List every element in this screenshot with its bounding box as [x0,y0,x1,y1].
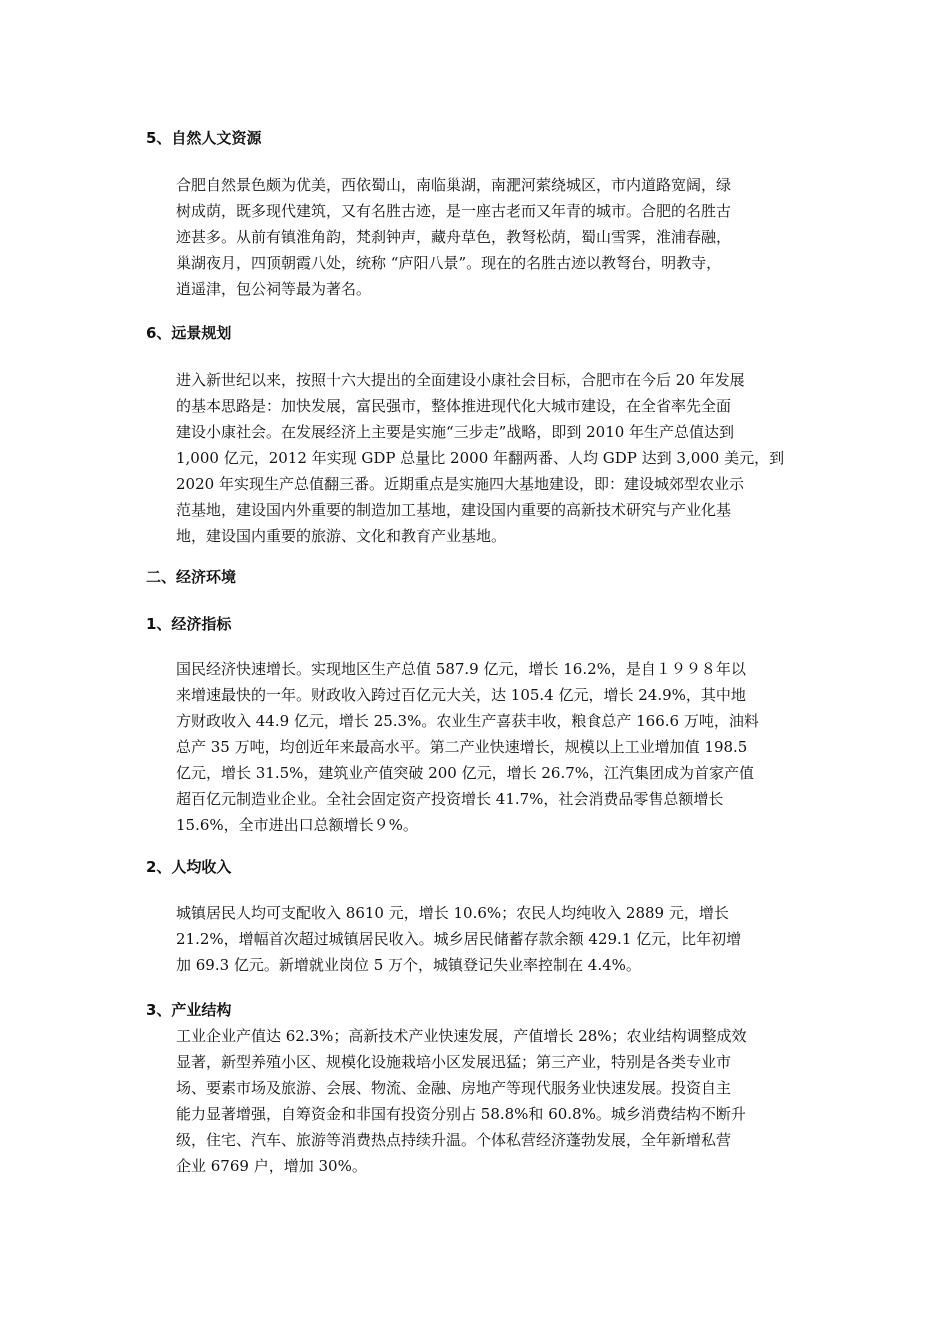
paragraph-line: 21.2%，增幅首次超过城镇居民收入。城乡居民储蓄存款余额 429.1 亿元，比年初增 [176,930,742,948]
paragraph-long-term-plan [176,367,806,549]
paragraph-line: 15.6%，全市进出口总额增长９%。 [176,816,418,834]
paragraph-natural-resources [176,172,806,302]
paragraph-line: 级，住宅、汽车、旅游等消费热点持续升温。个体私营经济蓬勃发展，全年新增私营 [176,1131,732,1149]
paragraph-line: 1,000 亿元，2012 年实现 GDP 总量比 2000 年翻两番、人均 GDP 达到 3,000 美元，到 [176,449,785,467]
paragraph-line: 显著，新型养殖小区、规模化设施栽培小区发展迅猛；第三产业，特别是各类专业市 [176,1053,732,1071]
paragraph-line: 国民经济快速增长。实现地区生产总值 587.9 亿元，增长 16.2%，是自１９９８年以 [176,660,746,678]
section-heading-long-term-plan: 6、远景规划 [146,324,232,342]
paragraph-line: 的基本思路是：加快发展，富民强市，整体推进现代化大城市建设，在全省率先全面 [176,397,732,415]
paragraph-line: 合肥自然景色颇为优美，西依蜀山，南临巢湖，南淝河萦绕城区，市内道路宽阔，绿 [176,176,732,194]
paragraph-line: 城镇居民人均可支配收入 8610 元，增长 10.6%；农民人均纯收入 2889 元，增长 [176,904,729,922]
paragraph-line: 场、要素市场及旅游、会展、物流、金融、房地产等现代服务业快速发展。投资自主 [176,1079,732,1097]
section-heading-industrial-structure: 3、产业结构 [146,1001,232,1019]
paragraph-line: 树成荫，既多现代建筑，又有名胜古迹，是一座古老而又年青的城市。合肥的名胜古 [176,202,732,220]
paragraph-line: 总产 35 万吨，均创近年来最高水平。第二产业快速增长，规模以上工业增加值 198.5 [176,738,748,756]
paragraph-line: 2020 年实现生产总值翻三番。近期重点是实施四大基地建设，即：建设城郊型农业示 [176,475,744,493]
paragraph-line: 工业企业产值达 62.3%；高新技术产业快速发展，产值增长 28%；农业结构调整成效 [176,1027,747,1045]
paragraph-line: 能力显著增强，自筹资金和非国有投资分别占 58.8%和 60.8%。城乡消费结构不断升 [176,1105,746,1123]
paragraph-line: 企业 6769 户，增加 30%。 [176,1157,367,1175]
section-heading-per-capita-income: 2、人均收入 [146,858,232,876]
paragraph-economic-indicators [176,656,806,838]
paragraph-line: 加 69.3 亿元。新增就业岗位 5 万个，城镇登记失业率控制在 4.4%。 [176,956,641,974]
paragraph-line: 逍遥津，包公祠等最为著名。 [176,280,372,298]
paragraph-line: 来增速最快的一年。财政收入跨过百亿元大关，达 105.4 亿元，增长 24.9%，其中地 [176,686,746,704]
paragraph-line: 迹甚多。从前有镇淮角韵，梵刹钟声，藏舟草色，教弩松荫，蜀山雪霁，淮浦春融， [176,228,732,246]
paragraph-line: 巢湖夜月，四顶朝霞八处，统称 “庐阳八景”。现在的名胜古迹以教弩台，明教寺， [176,254,722,272]
paragraph-line: 超百亿元制造业企业。全社会固定资产投资增长 41.7%，社会消费品零售总额增长 [176,790,724,808]
paragraph-line: 亿元，增长 31.5%，建筑业产值突破 200 亿元，增长 26.7%，江汽集团成为首家产值 [176,764,755,782]
chapter-heading-economic-environment: 二、经济环境 [146,568,237,586]
paragraph-line: 方财政收入 44.9 亿元，增长 25.3%。农业生产喜获丰收，粮食总产 166.6 万吨，油料 [176,712,759,730]
paragraph-line: 地，建设国内重要的旅游、文化和教育产业基地。 [176,527,507,545]
paragraph-industrial-structure [176,1023,806,1179]
paragraph-line: 进入新世纪以来，按照十六大提出的全面建设小康社会目标，合肥市在今后 20 年发展 [176,371,745,389]
section-heading-natural-resources: 5、自然人文资源 [146,129,262,147]
paragraph-per-capita-income [176,900,806,978]
section-heading-economic-indicators: 1、经济指标 [146,615,232,633]
paragraph-line: 建设小康社会。在发展经济上主要是实施“三步走”战略，即到 2010 年生产总值达到 [176,423,735,441]
paragraph-line: 范基地，建设国内外重要的制造加工基地，建设国内重要的高新技术研究与产业化基 [176,501,732,519]
